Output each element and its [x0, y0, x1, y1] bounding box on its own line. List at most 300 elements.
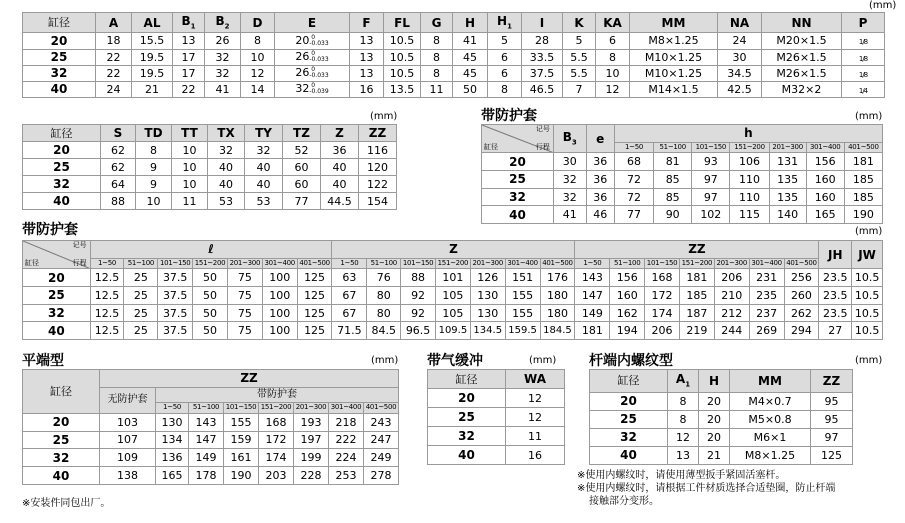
t1-cell: 33.5 [522, 49, 563, 65]
t1-cell: M32×2 [762, 81, 842, 97]
t4-cell: 180 [540, 287, 575, 305]
t3-cell: 20 [482, 153, 554, 171]
t3-cell: 110 [730, 188, 769, 206]
t4-cell: 75 [227, 287, 262, 305]
t4-range-1: 51~100 [124, 258, 158, 269]
t5-cell: 174 [259, 449, 294, 467]
t7-cell: 8 [668, 392, 699, 410]
t4-cell: 67 [332, 287, 367, 305]
t4-cell: 244 [714, 322, 749, 340]
t2-header-6: TZ [283, 125, 321, 142]
t5-cell: 197 [294, 431, 329, 449]
t1-unit: (mm) [869, 0, 897, 11]
t4-cell: 130 [470, 287, 505, 305]
t4-cell: 176 [540, 269, 575, 287]
t2-cell: 10 [172, 142, 208, 159]
t4-range-2: 101~150 [645, 258, 680, 269]
t3-cell: 181 [844, 153, 882, 171]
t2-cell: 36 [321, 142, 359, 159]
t4-title: 带防护套 [22, 222, 78, 238]
t4-cell: 184.5 [540, 322, 575, 340]
t5-range-6: 401~500 [364, 402, 399, 413]
t3-cell: 165 [806, 206, 844, 224]
t4-cell: 92 [401, 287, 436, 305]
t1-cell: 34.5 [718, 65, 762, 81]
t4-range-5: 301~400 [262, 258, 297, 269]
t5-cell: 203 [259, 467, 294, 485]
t4-cell: 40 [23, 322, 91, 340]
t5-cell: 199 [294, 449, 329, 467]
t1-cell: 10.5 [384, 33, 421, 49]
t2-cell: 122 [359, 176, 397, 193]
boot-table-l-z-zz [22, 240, 883, 340]
t3-header-1: e [586, 125, 614, 153]
t4-range-4: 201~300 [714, 258, 749, 269]
t4-cell: 172 [645, 287, 680, 305]
t6-header-1: WA [506, 370, 565, 389]
t5-cell: 161 [224, 449, 259, 467]
t4-cell: 125 [297, 287, 332, 305]
t4-cell: 180 [540, 304, 575, 322]
t1-cell: 12 [596, 81, 630, 97]
t4-cell: 256 [784, 269, 819, 287]
t1-cell: 10.5 [384, 49, 421, 65]
t3-unit: (mm) [855, 111, 883, 122]
t4-range-3: 151~200 [435, 258, 470, 269]
t5-cell: 168 [259, 413, 294, 431]
t1-cell: 46.5 [522, 81, 563, 97]
t1-cell: 12 [241, 65, 275, 81]
t7-cell: 20 [699, 392, 730, 410]
t4-cell: 23.5 [819, 304, 852, 322]
t1-header-13: K [563, 13, 596, 33]
t5-cell: 103 [100, 413, 156, 431]
t1-cell: 26 0 -0.033 [275, 65, 350, 81]
t1-cell: 15.5 [132, 33, 173, 49]
t5-cell: 193 [294, 413, 329, 431]
t2-header-3: TT [172, 125, 208, 142]
t2-unit: (mm) [370, 111, 398, 122]
t4-cell: 125 [297, 322, 332, 340]
t2-header-5: TY [245, 125, 283, 142]
t5-cell: 130 [156, 413, 189, 431]
t3-cell: 85 [654, 188, 692, 206]
t4-cell: 149 [575, 304, 610, 322]
t3-corner-cell [482, 125, 554, 153]
t4-cell: 262 [784, 304, 819, 322]
t2-cell: 25 [23, 159, 101, 176]
t4-extra-0: JH [819, 241, 852, 269]
t7-cell: M4×0.7 [730, 392, 811, 410]
t4-cell: 134.5 [470, 322, 505, 340]
t2-header-8: ZZ [359, 125, 397, 142]
t7-cell: 20 [590, 392, 668, 410]
t2-cell: 53 [245, 193, 283, 210]
t4-cell: 130 [470, 304, 505, 322]
t5-cell: 253 [329, 467, 364, 485]
t1-header-4: $B_2$ [205, 13, 241, 33]
t5-range-4: 201~300 [294, 402, 329, 413]
t4-cell: 235 [749, 287, 784, 305]
t3-cell: 190 [844, 206, 882, 224]
t1-cell: 13 [173, 33, 205, 49]
t4-range-6: 401~500 [297, 258, 332, 269]
t4-cell: 100 [262, 287, 297, 305]
t1-cell: 5 [563, 33, 596, 49]
t4-cell: 187 [679, 304, 714, 322]
t2-cell: 53 [208, 193, 245, 210]
t3-cell: 46 [586, 206, 614, 224]
t4-cell: 212 [714, 304, 749, 322]
t5-range-5: 301~400 [329, 402, 364, 413]
t5-cell: 178 [189, 467, 224, 485]
t3-cell: 135 [769, 188, 806, 206]
t1-cell: 1/8 [842, 33, 885, 49]
t1-cell: 37.5 [522, 65, 563, 81]
t1-cell: 30 [718, 49, 762, 65]
t1-cell: 22 [173, 81, 205, 97]
t1-cell: 13.5 [384, 81, 421, 97]
t4-cell: 105 [435, 287, 470, 305]
t4-cell: 71.5 [332, 322, 367, 340]
t2-cell: 40 [321, 176, 359, 193]
t5-zz-header: ZZ [100, 370, 399, 388]
t7-cell: M8×1.25 [730, 446, 811, 464]
t2-cell: 8 [136, 142, 172, 159]
t3-range-4: 201~300 [769, 142, 806, 153]
t4-range-0: 1~50 [575, 258, 610, 269]
t1-cell: 8 [241, 33, 275, 49]
t3-cell: 156 [806, 153, 844, 171]
t7-cell: 12 [668, 428, 699, 446]
t5-cell: 107 [100, 431, 156, 449]
t4-cell: 37.5 [158, 269, 193, 287]
t4-cell: 12.5 [90, 287, 124, 305]
t5-cell: 138 [100, 467, 156, 485]
t4-range-0: 1~50 [90, 258, 124, 269]
t5-cell: 224 [329, 449, 364, 467]
t2-cell: 32 [208, 142, 245, 159]
t3-header-0: $B_3$ [553, 125, 586, 153]
t4-cell: 105 [435, 304, 470, 322]
t4-cell: 50 [193, 269, 228, 287]
t6-cell: 11 [506, 427, 565, 446]
t7-cell: 25 [590, 410, 668, 428]
t4-range-2: 101~150 [158, 258, 193, 269]
t4-cell: 155 [505, 287, 540, 305]
t4-cell: 294 [784, 322, 819, 340]
t2-cell: 116 [359, 142, 397, 159]
t4-cell: 20 [23, 269, 91, 287]
t2-header-2: TD [136, 125, 172, 142]
t3-corner-top: 记号 [535, 125, 550, 133]
t2-cell: 11 [172, 193, 208, 210]
t4-cell: 88 [401, 269, 436, 287]
t3-range-3: 151~200 [730, 142, 769, 153]
t3-cell: 81 [654, 153, 692, 171]
t5-cell: 165 [156, 467, 189, 485]
t4-cell: 23.5 [819, 269, 852, 287]
t4-cell: 125 [297, 304, 332, 322]
t6-cell: 12 [506, 408, 565, 427]
t1-cell: 32 0 -0.039 [275, 81, 350, 97]
t1-cell: 11 [421, 81, 453, 97]
t3-range-6: 401~500 [844, 142, 882, 153]
t5-cell: 149 [189, 449, 224, 467]
t1-header-2: AL [132, 13, 173, 33]
t2-cell: 60 [283, 176, 321, 193]
t1-cell: 45 [453, 49, 488, 65]
t2-cell: 40 [208, 176, 245, 193]
t1-cell: 5 [488, 33, 522, 49]
t3-cell: 25 [482, 171, 554, 189]
t2-cell: 40 [245, 159, 283, 176]
t2-cell: 40 [208, 159, 245, 176]
t2-cell: 40 [23, 193, 101, 210]
t3-cell: 32 [482, 188, 554, 206]
t4-cell: 12.5 [90, 322, 124, 340]
t7-cell: 13 [668, 446, 699, 464]
t1-header-6: E [275, 13, 350, 33]
t4-cell: 155 [505, 304, 540, 322]
t7-header-3: MM [730, 370, 811, 393]
t4-cell: 37.5 [158, 322, 193, 340]
t4-cell: 231 [749, 269, 784, 287]
t4-range-5: 301~400 [749, 258, 784, 269]
t4-cell: 80 [367, 304, 401, 322]
t1-cell: 8 [421, 49, 453, 65]
t5-cell: 155 [224, 413, 259, 431]
t2-header-4: TX [208, 125, 245, 142]
t4-cell: 23.5 [819, 287, 852, 305]
t3-corner-stroke: 行程 [535, 143, 550, 152]
t1-cell: 32 [205, 49, 241, 65]
t2-cell: 9 [136, 176, 172, 193]
t3-cell: 36 [586, 153, 614, 171]
t5-note: ※安装件同包出厂。 [22, 498, 111, 509]
t2-cell: 32 [23, 176, 101, 193]
t4-cell: 206 [714, 269, 749, 287]
t1-header-10: H [453, 13, 488, 33]
t6-cell: 32 [428, 427, 506, 446]
t2-cell: 10 [136, 193, 172, 210]
t1-cell: 17 [173, 65, 205, 81]
t4-range-1: 51~100 [610, 258, 645, 269]
boot-table-b3-e-h [481, 124, 883, 224]
t1-cell: 8 [421, 65, 453, 81]
t1-cell: 25 [23, 49, 96, 65]
t4-corner-top: 记号 [72, 241, 87, 249]
t4-cell: 76 [367, 269, 401, 287]
t1-cell: M10×1.25 [630, 65, 718, 81]
t1-cell: 14 [241, 81, 275, 97]
t7-cell: 125 [811, 446, 853, 464]
t3-cell: 90 [654, 206, 692, 224]
t3-cell: 93 [692, 153, 730, 171]
t4-cell: 100 [262, 304, 297, 322]
t1-header-18: P [842, 13, 885, 33]
t4-cell: 174 [645, 304, 680, 322]
t2-cell: 60 [283, 159, 321, 176]
t1-header-16: NA [718, 13, 762, 33]
t2-cell: 62 [101, 159, 136, 176]
t5-cell: 190 [224, 467, 259, 485]
t4-cell: 25 [124, 304, 158, 322]
t4-cell: 25 [124, 287, 158, 305]
t3-cell: 140 [769, 206, 806, 224]
flat-end-table [22, 369, 398, 485]
t3-cell: 102 [692, 206, 730, 224]
t7-header-4: ZZ [811, 370, 853, 393]
t7-header-1: $A_1$ [668, 370, 699, 393]
t3-group-h: h [614, 125, 882, 143]
t6-cell: 40 [428, 446, 506, 465]
t2-cell: 20 [23, 142, 101, 159]
t1-cell: 24 [718, 33, 762, 49]
t3-cell: 72 [614, 171, 653, 189]
t4-cell: 75 [227, 269, 262, 287]
t1-cell: 16 [350, 81, 384, 97]
t5-range-1: 51~100 [189, 402, 224, 413]
t3-range-0: 1~50 [614, 142, 653, 153]
t7-note-2: ※使用内螺纹时，请根据工件材质选择合适垫圈，防止杆端 [577, 483, 836, 494]
t7-title: 杆端内螺纹型 [589, 353, 673, 369]
t1-cell: 1/4 [842, 81, 885, 97]
t4-cell: 25 [124, 322, 158, 340]
t7-cell: M5×0.8 [730, 410, 811, 428]
t4-cell: 50 [193, 304, 228, 322]
t1-header-5: D [241, 13, 275, 33]
t1-cell: 26 [205, 33, 241, 49]
t6-cell: 20 [428, 389, 506, 408]
t1-cell: 21 [132, 81, 173, 97]
t7-cell: 20 [699, 410, 730, 428]
t4-corner-bottom: 缸径 [25, 259, 39, 268]
t1-header-15: MM [630, 13, 718, 33]
t1-cell: 10 [596, 65, 630, 81]
female-thread-table [589, 369, 852, 465]
t1-cell: 10.5 [384, 65, 421, 81]
t4-cell: 185 [679, 287, 714, 305]
t3-cell: 185 [844, 188, 882, 206]
t3-cell: 72 [614, 188, 653, 206]
t4-group-1: Z [332, 241, 575, 259]
t1-cell: 13 [350, 49, 384, 65]
t6-cell: 16 [506, 446, 565, 465]
t7-header-2: H [699, 370, 730, 393]
t1-cell: 6 [596, 33, 630, 49]
t2-cell: 40 [245, 176, 283, 193]
t7-header-0: 缸径 [590, 370, 668, 393]
t7-cell: 95 [811, 392, 853, 410]
t4-cell: 27 [819, 322, 852, 340]
t1-cell: 8 [488, 81, 522, 97]
t1-header-8: FL [384, 13, 421, 33]
t4-range-4: 201~300 [470, 258, 505, 269]
t4-cell: 75 [227, 322, 262, 340]
t1-cell: 26 0 -0.033 [275, 49, 350, 65]
t1-cell: 1/8 [842, 65, 885, 81]
t5-cell: 159 [224, 431, 259, 449]
t4-cell: 12.5 [90, 269, 124, 287]
t7-cell: 95 [811, 410, 853, 428]
t4-range-1: 51~100 [367, 258, 401, 269]
t4-range-5: 301~400 [505, 258, 540, 269]
t2-cell: 88 [101, 193, 136, 210]
t1-cell: 18 [96, 33, 132, 49]
t4-cell: 181 [575, 322, 610, 340]
t4-cell: 210 [714, 287, 749, 305]
t5-cell: 136 [156, 449, 189, 467]
t7-cell: M6×1 [730, 428, 811, 446]
t1-cell: 32 [205, 65, 241, 81]
t1-cell: 24 [96, 81, 132, 97]
t4-cell: 160 [610, 287, 645, 305]
t3-cell: 30 [553, 153, 586, 171]
t4-range-3: 151~200 [679, 258, 714, 269]
t1-header-0: 缸径 [23, 13, 96, 33]
t4-cell: 37.5 [158, 287, 193, 305]
t1-cell: 13 [350, 65, 384, 81]
t1-cell: 50 [453, 81, 488, 97]
t3-title: 带防护套 [481, 108, 537, 124]
t3-cell: 131 [769, 153, 806, 171]
t1-cell: M26×1.5 [762, 49, 842, 65]
t1-header-7: F [350, 13, 384, 33]
t7-note-3: 接触部分变形。 [589, 496, 659, 507]
t4-cell: 63 [332, 269, 367, 287]
t4-range-4: 201~300 [227, 258, 262, 269]
t5-unit: (mm) [371, 355, 399, 366]
t1-header-11: $H_1$ [488, 13, 522, 33]
t4-range-6: 401~500 [784, 258, 819, 269]
t1-header-17: NN [762, 13, 842, 33]
t4-cell: 269 [749, 322, 784, 340]
t4-cell: 92 [401, 304, 436, 322]
t1-header-1: A [96, 13, 132, 33]
t4-cell: 101 [435, 269, 470, 287]
t1-cell: 19.5 [132, 65, 173, 81]
t1-header-3: $B_1$ [173, 13, 205, 33]
t1-header-14: KA [596, 13, 630, 33]
t4-cell: 96.5 [401, 322, 436, 340]
t3-cell: 97 [692, 171, 730, 189]
t3-cell: 32 [553, 171, 586, 189]
t2-header-1: S [101, 125, 136, 142]
t4-cell: 50 [193, 287, 228, 305]
t4-cell: 10.5 [852, 269, 883, 287]
t4-cell: 100 [262, 269, 297, 287]
t4-corner-stroke: 行程 [72, 259, 87, 268]
t1-cell: 10 [241, 49, 275, 65]
t5-cell: 172 [259, 431, 294, 449]
t7-cell: 20 [699, 428, 730, 446]
t4-cell: 260 [784, 287, 819, 305]
t5-bore-header: 缸径 [23, 370, 100, 414]
t6-unit: (mm) [529, 355, 557, 366]
t4-cell: 143 [575, 269, 610, 287]
t4-corner-cell [23, 241, 91, 269]
t3-range-2: 101~150 [692, 142, 730, 153]
t3-cell: 185 [844, 171, 882, 189]
t1-cell: 1/8 [842, 49, 885, 65]
t1-cell: 5.5 [563, 65, 596, 81]
t4-cell: 162 [610, 304, 645, 322]
t4-cell: 156 [610, 269, 645, 287]
t3-cell: 110 [730, 171, 769, 189]
dimension-table-s-zz [22, 124, 396, 210]
t7-cell: 21 [699, 446, 730, 464]
